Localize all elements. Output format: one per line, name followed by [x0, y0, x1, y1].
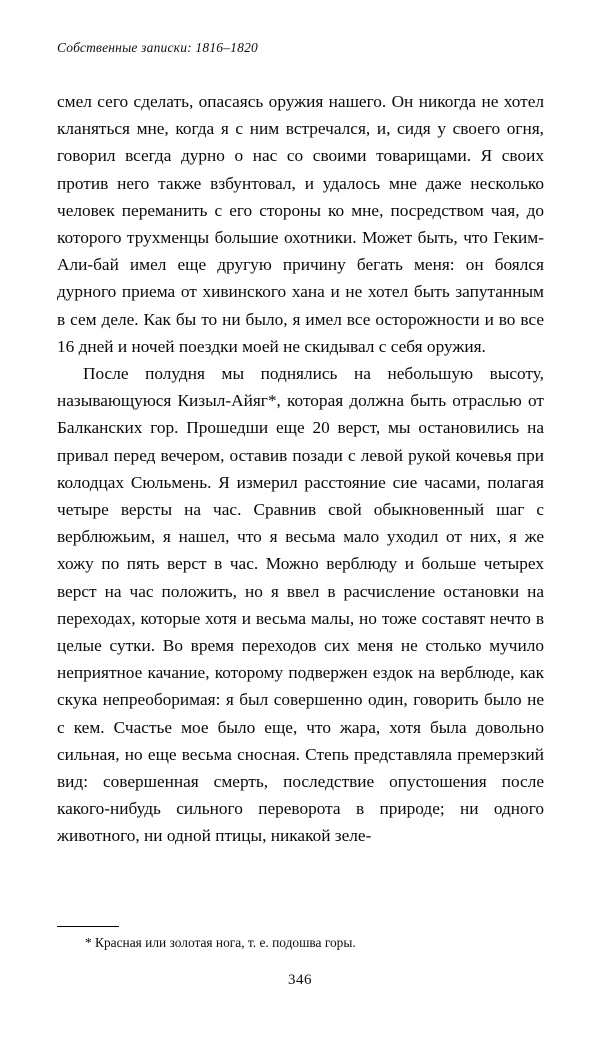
paragraph: После полудня мы поднялись на небольшую высоту, называющуюся Кизыл-Айяг*, которая должна быть отраслью от Балканских гор. Прошедши еще 20 верст, мы остановились на привал перед вечером, оставив позади с левой рукой кочевья при колодцах Сюльмень. Я измерил расстояние сие часами, полагая четыре версты на час. Сравнив свой обыкновенный шаг с верблюжьим, я нашел, что я весьма мало уходил от них, я же хожу по пять верст в час. Можно верблюду и больше четырех верст на час положить, но я ввел в расчисление остановки на переходах, которые хотя и весьма малы, но тоже составят нечто в целые сутки. Во время переходов сих меня не столько мучило неприятное качание, которому подвержен ездок на верблюде, как скука непреоборимая: я был совершенно один, говорить было не с кем. Счастье мое было еще, что жара, хотя была довольно сильная, но еще весьма сносная. Степь представляла премерзкий вид: совершенная смерть, последствие опустошения после какого-нибудь сильного переворота в природе; ни одного животного, ни одной птицы, никакой зеле- — [57, 364, 544, 846]
body-text — [57, 88, 544, 850]
running-head: Собственные записки: 1816–1820 — [57, 40, 258, 55]
page-number: 346 — [288, 972, 312, 988]
footnote-separator — [57, 926, 119, 927]
paragraph: смел сего сделать, опасаясь оружия нашего. Он никогда не хотел кланяться мне, когда я с ним встречался, и, сидя у своего огня, говорил всегда дурно о нас со своими товарищами. Я своих против него также взбунтовал, и удалось мне даже несколько человек переманить с его стороны ко мне, посредством чая, до которого трухменцы большие охотники. Может быть, что Геким-Али-бай имел еще другую причину бегать меня: он боялся дурного приема от хивинского хана и не хотел быть запутанным в сем деле. Как бы то ни было, я имел все осторожности и во все 16 дней и ночей поездки моей не скидывал с себя оружия. — [57, 92, 544, 356]
footnote: * Красная или золотая нога, т. е. подошва горы. — [85, 935, 356, 950]
